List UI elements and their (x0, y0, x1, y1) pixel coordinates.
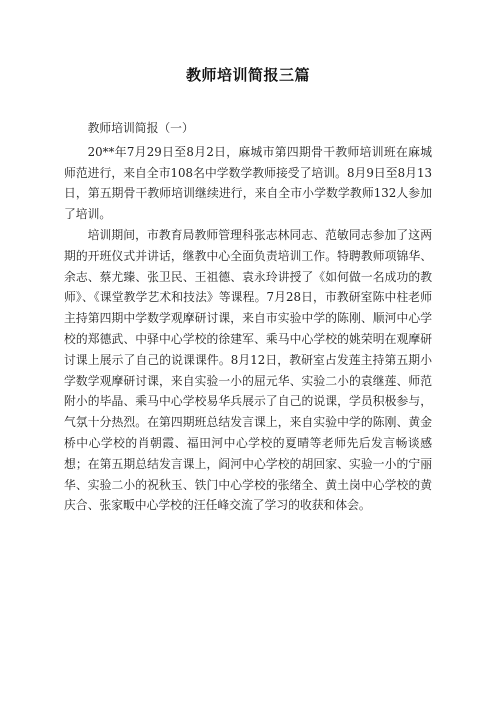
paragraph: 培训期间，市教育局教师管理科张志林同志、范敏同志参加了这两期的开班仪式并讲话，继教中心全面负责培训工作。特聘教师项锦华、余志、蔡尤臻、张卫民、王祖德、袁永玲讲授了《如何做一名成功的教师》、《课堂教学艺术和技法》等课程。7月28日，市教研室陈中柱老师主持第四期中学数学观摩研讨课，来自市实验中学的陈刚、顺河中心学校的郑德武、中驿中心学校的徐建军、乘马中心学校的姚荣明在观摩研讨课上展示了自己的说课课件。8月12日，教研室占发莲主持第五期小学数学观摩研讨课，来自实验一小的屈元华、实验二小的袁继莲、师范附小的毕晶、乘马中心学校易华兵展示了自己的说课，学员积极参与，气氛十分热烈。在第四期班总结发言课上，来自实验中学的陈刚、黄金桥中心学校的肖朝霞、福田河中心学校的夏晴等老师先后发言畅谈感想；在第五期总结发言课上，阎河中心学校的胡回家、实验一小的宁丽华、实验二小的祝秋玉、铁门中心学校的张绪全、黄土岗中心学校的黄庆合、张家畈中心学校的汪任峰交流了学习的收获和体会。 (64, 227, 432, 513)
document-body (64, 118, 432, 516)
document-title: 教师培训简报三篇 (185, 66, 310, 84)
section-heading: 教师培训简报（一） (87, 121, 194, 135)
paragraph: 20**年7月29日至8月2日，麻城市第四期骨干教师培训班在麻城师范进行，来自全市108名中学数学教师接受了培训。8月9日至8月13日，第五期骨干教师培训继续进行，来自全市小学数学教师132人参加了培训。 (64, 144, 432, 222)
